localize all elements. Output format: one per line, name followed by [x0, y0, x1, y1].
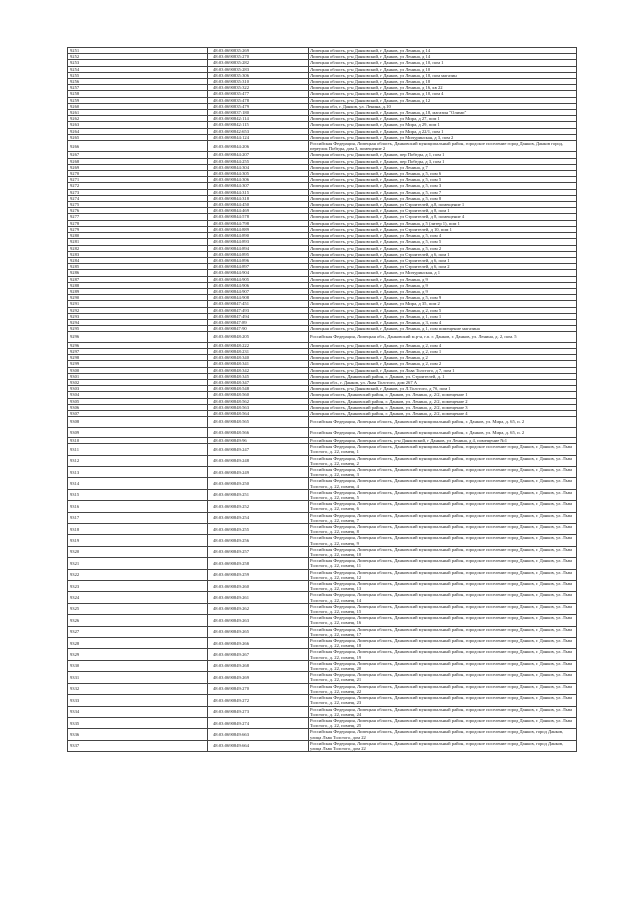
row-number-cell: 9260	[68, 103, 208, 109]
address-cell: Липецкая область, р-н Данковский, г Данков, ул Ленина, д 3, пом 4	[309, 319, 577, 325]
row-number-cell: 9266	[68, 141, 208, 152]
row-number-cell: 9336	[68, 729, 208, 740]
cadastral-number-cell: 48:03:0690835:282	[208, 60, 309, 66]
cadastral-number-cell: 48:03:0690849:261	[208, 592, 309, 603]
address-cell: Липецкая область, р-н Данковский, г Данков, ул Строителей, д 6, пом 1	[309, 257, 577, 263]
cadastral-number-cell: 48:03:0690842:653	[208, 128, 309, 134]
cadastral-number-cell: 48:03:0690844:306	[208, 177, 309, 183]
address-cell: Липецкая область, р-н Данковский, г Данков, ул Мичуринская, д 1	[309, 270, 577, 276]
row-number-cell: 9255	[68, 72, 208, 78]
cadastral-number-cell: 48:03:0690848:548	[208, 386, 309, 392]
row-number-cell: 9333	[68, 695, 208, 706]
address-cell: Липецкая область, р-н Данковский, г Данков, ул Ленина, д 5, пом 3	[309, 183, 577, 189]
row-number-cell: 9284	[68, 257, 208, 263]
cadastral-number-cell: 48:03:0690844:305	[208, 171, 309, 177]
cadastral-number-cell: 48:03:0690849:266	[208, 638, 309, 649]
row-number-cell: 9322	[68, 569, 208, 580]
address-cell: Липецкая область, Данковский район, г. Данков, ул. Строителей, д. 1	[309, 373, 577, 379]
row-number-cell: 9278	[68, 220, 208, 226]
address-cell: Липецкая область, р-н Данковский, г Данков, ул Ленина, д.18, магазин "Олимп"	[309, 110, 577, 116]
row-number-cell: 9262	[68, 116, 208, 122]
cadastral-number-cell: 48:03:0690844:905	[208, 276, 309, 282]
table-row	[68, 706, 577, 717]
row-number-cell: 9253	[68, 60, 208, 66]
row-number-cell: 9335	[68, 717, 208, 728]
cadastral-number-cell: 48:03:0690847:494	[208, 313, 309, 319]
address-cell: Липецкая область, р-н Данковский, г Данков, ул Ленина, д 2, пом 4	[309, 342, 577, 348]
address-cell: Липецкая область, р-н Данковский, г Данков, ул Льва Толстого, д 7, пом 1	[309, 367, 577, 373]
cadastral-number-cell: 48:03:0690849:260	[208, 581, 309, 592]
address-cell: Российская Федерация, Липецкая область, Данковский муниципальный район, городское поселение город Данков, г. Данков, ул. Льва Толстого, д. 22, помещ. 5	[309, 489, 577, 500]
address-cell: Липецкая обл., г. Данков, ул. Льва Толстого, дом 267 А	[309, 379, 577, 385]
row-number-cell: 9296	[68, 332, 208, 342]
row-number-cell: 9337	[68, 740, 208, 751]
row-number-cell: 9325	[68, 603, 208, 614]
address-cell: Липецкая область, р-н Данковский, г Данков, ул Ленина, д 10, пом 4	[309, 91, 577, 97]
address-cell: Российская Федерация, Липецкая область, Данковский муниципальный район, г. Данков, ул. Мира, д. 65, п. 2	[309, 427, 577, 437]
table-row	[68, 660, 577, 671]
row-number-cell: 9252	[68, 54, 208, 60]
address-cell: Российская Федерация, Липецкая область, Данковский муниципальный район, городское поселение город Данков, г. Данков, ул. Льва Толстого, д. 22, помещ. 15	[309, 603, 577, 614]
row-number-cell: 9313	[68, 466, 208, 477]
cadastral-number-cell: 48:03:0690835:310	[208, 79, 309, 85]
cadastral-number-cell: 48:03:0690849:250	[208, 478, 309, 489]
cadastral-number-cell: 48:03:0690848:345	[208, 373, 309, 379]
address-cell: Липецкая область, р-н Данковский, г Данков, ул Ленина, д 5, пом 2	[309, 245, 577, 251]
row-number-cell: 9310	[68, 437, 208, 443]
cadastral-number-cell: 48:03:0690849:265	[208, 626, 309, 637]
address-cell: Липецкая область, р-н Данковский, г Данков, пер Победы, д 1, пом 1	[309, 152, 577, 158]
address-cell: Липецкая область, р-н Данковский, г Данков, ул Ленина, д 5 (литер 1), пом 1	[309, 220, 577, 226]
address-cell: Липецкая область, р-н Данковский, г Данков, ул Мира, д 27, пом 1	[309, 116, 577, 122]
row-number-cell: 9268	[68, 158, 208, 164]
row-number-cell: 9304	[68, 392, 208, 398]
address-cell: Липецкая область, р-н Данковский, г Данков, ул Ленина, д 10, пом магазин	[309, 72, 577, 78]
cadastral-number-cell: 48:03:0690848:341	[208, 361, 309, 367]
row-number-cell: 9319	[68, 535, 208, 546]
row-number-cell: 9267	[68, 152, 208, 158]
row-number-cell: 9302	[68, 379, 208, 385]
row-number-cell: 9256	[68, 79, 208, 85]
cadastral-number-cell: 48:03:0690849:251	[208, 489, 309, 500]
row-number-cell: 9281	[68, 239, 208, 245]
address-cell: Российская Федерация, Липецкая область, Данковский муниципальный район, городское поселение город Данков, г. Данков, ул. Льва Толстого, д. 22, помещ. 13	[309, 581, 577, 592]
cadastral-number-cell: 48:03:0690844:207	[208, 152, 309, 158]
table-row	[68, 729, 577, 740]
address-cell: Российская Федерация, Липецкая область, Данковский муниципальный район, городское поселение город Данков, г. Данков, ул. Льва Толстого, д. 22, помещ. 1	[309, 444, 577, 455]
row-number-cell: 9324	[68, 592, 208, 603]
cadastral-number-cell: 48:03:0690835:322	[208, 85, 309, 91]
row-number-cell: 9318	[68, 524, 208, 535]
row-number-cell: 9283	[68, 251, 208, 257]
cadastral-number-cell: 48:03:0690844:304	[208, 164, 309, 170]
address-cell: Российская Федерация, Липецкая область, Данковский муниципальный район, городское поселение город Данков, г. Данков, ул. Льва Толстого, д. 22, помещ. 24	[309, 706, 577, 717]
address-cell: Российская Федерация, Липецкая область, Данковский муниципальный район, городское поселение город Данков, г. Данков, ул. Льва Толстого, д. 22, помещ. 9	[309, 535, 577, 546]
address-cell: Российская Федерация, Липецкая область, р-н Данковский, г Данков, ул Ленина, д 4, помещение №1	[309, 437, 577, 443]
cadastral-number-cell: 48:03:0690849:248	[208, 455, 309, 466]
row-number-cell: 9334	[68, 706, 208, 717]
address-cell: Российская Федерация, Липецкая область, Данковский муниципальный район, городское поселение город Данков, г. Данков, ул. Льва Толстого, д. 22, помещ. 6	[309, 501, 577, 512]
row-number-cell: 9330	[68, 660, 208, 671]
table-row	[68, 501, 577, 512]
row-number-cell: 9315	[68, 489, 208, 500]
address-cell: Липецкая область, р-н Данковский, г Данков, ул Ленина, д 9	[309, 282, 577, 288]
cadastral-number-cell: 48:03:0690844:894	[208, 245, 309, 251]
address-cell: Российская Федерация, Липецкая область, Данковский муниципальный район, г. Данков, ул. Мира, д. 65, п. 2	[309, 417, 577, 427]
row-number-cell: 9291	[68, 301, 208, 307]
table-row	[68, 455, 577, 466]
cadastral-number-cell: 48:03:0690848:563	[208, 404, 309, 410]
cadastral-number-cell: 48:03:0690835:306	[208, 72, 309, 78]
address-cell: Российская Федерация, Липецкая область, Данковский муниципальный район, городское поселение город Данков, г. Данков, ул. Льва Толстого, д. 22, помещ. 2	[309, 455, 577, 466]
address-cell: Липецкая область, р-н Данковский, г Данков, ул Строителей, д 8, пом 1	[309, 208, 577, 214]
cadastral-number-cell: 48:03:0690849:249	[208, 466, 309, 477]
cadastral-number-cell: 48:03:0690844:255	[208, 158, 309, 164]
row-number-cell: 9265	[68, 134, 208, 140]
table-row	[68, 535, 577, 546]
row-number-cell: 9273	[68, 189, 208, 195]
cadastral-number-cell: 48:03:0690847:451	[208, 301, 309, 307]
row-number-cell: 9308	[68, 417, 208, 427]
row-number-cell: 9285	[68, 264, 208, 270]
row-number-cell: 9280	[68, 233, 208, 239]
row-number-cell: 9320	[68, 546, 208, 557]
cadastral-number-cell: 48:03:0690844:307	[208, 183, 309, 189]
address-cell: Липецкая область, р-н Данковский, г Данков, ул Ленина, д 16, кв 22	[309, 85, 577, 91]
table-row	[68, 546, 577, 557]
cadastral-number-cell: 48:03:0690844:450	[208, 202, 309, 208]
table-row	[68, 466, 577, 477]
cadastral-number-cell: 48:03:0690848:231	[208, 348, 309, 354]
cadastral-number-cell: 48:03:0690849:255	[208, 524, 309, 535]
address-cell: Российская Федерация, Липецкая область, Данковский муниципальный район, городское поселение город Данков, г. Данков, ул. Льва Толстого, д. 22, помещ. 16	[309, 615, 577, 626]
cadastral-number-cell: 48:03:0690835:269	[208, 48, 309, 54]
address-cell: Липецкая область, р-н Данковский, г Данков, ул Строителей, д 8, помещение 4	[309, 214, 577, 220]
address-cell: Липецкая область, Данковский район, г. Данков, ул. Ленина, д. 2/2, помещение 2	[309, 398, 577, 404]
cadastral-number-cell: 48:03:0690835:477	[208, 91, 309, 97]
address-cell: Липецкая область, р-н Данковский, г Данков, ул Ленина, д 7	[309, 164, 577, 170]
cadastral-number-cell: 48:03:0690835:283	[208, 66, 309, 72]
address-cell: Российская Федерация, Липецкая область, Данковский муниципальный район, городское поселение город Данков, г. Данков, ул. Льва Толстого, д. 22, помещ. 23	[309, 695, 577, 706]
row-number-cell: 9296	[68, 342, 208, 348]
table-row	[68, 592, 577, 603]
address-cell: Российская Федерация, Липецкая область, Данковский муниципальный район, городское поселение город Данков, г. Данков, ул. Льва Толстого, д. 22, помещ. 12	[309, 569, 577, 580]
row-number-cell: 9263	[68, 122, 208, 128]
cadastral-number-cell: 48:03:0690849:268	[208, 660, 309, 671]
address-cell: Липецкая область, р-н Данковский, г Данков, ул Строителей, д 6, пом 1	[309, 251, 577, 257]
row-number-cell: 9323	[68, 581, 208, 592]
row-number-cell: 9309	[68, 427, 208, 437]
cadastral-number-cell: 48:03:0690844:469	[208, 208, 309, 214]
row-number-cell: 9286	[68, 270, 208, 276]
cadastral-number-cell: 48:03:0690848:222	[208, 342, 309, 348]
address-cell: Липецкая область, р-н Данковский, г Данков, ул Ленина, д 10, пом 1	[309, 60, 577, 66]
cadastral-number-cell: 48:03:0690849:274	[208, 717, 309, 728]
address-cell: Российская Федерация, Липецкая область, Данковский муниципальный район, городское поселение город Данков, г. Данков, ул. Льва Толстого, д. 22, помещ. 21	[309, 672, 577, 683]
table-row	[68, 417, 577, 427]
registry-table	[67, 47, 577, 752]
address-cell: Липецкая область, р-н Данковский, г Данков, ул Ленина, д 14	[309, 48, 577, 54]
address-cell: Липецкая область, р-н Данковский, г Данков, пер Победы, д 3, пом 1	[309, 158, 577, 164]
table-row	[68, 740, 577, 751]
address-cell: Липецкая область, р-н Данковский, г Данков, ул Ленина, д 5, пом 4	[309, 233, 577, 239]
table-row	[68, 626, 577, 637]
table-row	[68, 524, 577, 535]
row-number-cell: 9331	[68, 672, 208, 683]
table-row	[68, 141, 577, 152]
row-number-cell: 9288	[68, 282, 208, 288]
table-row	[68, 558, 577, 569]
cadastral-number-cell: 48:03:0690849:247	[208, 444, 309, 455]
address-cell: Российская Федерация, Липецкая область, Данковский муниципальный район, городское поселение город Данков, г. Данков, ул. Льва Толстого, д. 22, помещ. 11	[309, 558, 577, 569]
row-number-cell: 9261	[68, 110, 208, 116]
cadastral-number-cell: 48:03:0690848:562	[208, 398, 309, 404]
row-number-cell: 9287	[68, 276, 208, 282]
table-row	[68, 427, 577, 437]
table-row	[68, 649, 577, 660]
cadastral-number-cell: 48:03:0690844:896	[208, 257, 309, 263]
address-cell: Российская Федерация, Липецкая область, Данковский муниципальный район, городское поселение город Данков, Данков город, переулок Победы, дом 3, помещение 2	[309, 141, 577, 152]
cadastral-number-cell: 48:03:0690847:89	[208, 319, 309, 325]
cadastral-number-cell: 48:03:0690849:257	[208, 546, 309, 557]
cadastral-number-cell: 48:03:0690848:564	[208, 410, 309, 416]
address-cell: Липецкая область, р-н Данковский, г Данков, ул Ленина, д 10	[309, 66, 577, 72]
row-number-cell: 9258	[68, 91, 208, 97]
cadastral-number-cell: 48:03:0690847:493	[208, 307, 309, 313]
cadastral-number-cell: 48:03:0690835:478	[208, 97, 309, 103]
address-cell: Российская Федерация, Липецкая область, Данковский муниципальный район, городское поселение город Данков, г. Данков, ул. Льва Толстого, д. 22, помещ. 4	[309, 478, 577, 489]
cadastral-number-cell: 48:03:0690842:115	[208, 122, 309, 128]
table-row	[68, 615, 577, 626]
cadastral-number-cell: 48:03:0690849:256	[208, 535, 309, 546]
row-number-cell: 9299	[68, 361, 208, 367]
cadastral-number-cell: 48:03:0690848:205	[208, 332, 309, 342]
table-row	[68, 695, 577, 706]
cadastral-number-cell: 48:03:0690844:908	[208, 295, 309, 301]
row-number-cell: 9317	[68, 512, 208, 523]
cadastral-number-cell: 48:03:0690844:906	[208, 282, 309, 288]
table-row	[68, 512, 577, 523]
address-cell: Липецкая область, р-н Данковский, г Данков, ул Мичуринская, д 3, пом 2	[309, 134, 577, 140]
cadastral-number-cell: 48:03:0690849:273	[208, 706, 309, 717]
cadastral-number-cell: 48:03:0690849:664	[208, 740, 309, 751]
cadastral-number-cell: 48:03:0690849:269	[208, 672, 309, 683]
row-number-cell: 9306	[68, 404, 208, 410]
cadastral-number-cell: 48:03:0690848:347	[208, 379, 309, 385]
address-cell: Российская Федерация, Липецкая область, Данковский муниципальный район, городское поселение город Данков, г. Данков, ул. Льва Толстого, д. 22, помещ. 20	[309, 660, 577, 671]
address-cell: Липецкая область, Данковский район, г. Данков, ул. Ленина, д. 2/2, помещение 1	[309, 392, 577, 398]
cadastral-number-cell: 48:03:0690844:318	[208, 195, 309, 201]
cadastral-number-cell: 48:03:0690849:272	[208, 695, 309, 706]
cadastral-number-cell: 48:03:0690848:340	[208, 355, 309, 361]
cadastral-number-cell: 48:03:0690842:114	[208, 116, 309, 122]
row-number-cell: 9257	[68, 85, 208, 91]
address-cell: Липецкая область, р-н Данковский, г Данков, ул Мира, д 29, пом 1	[309, 122, 577, 128]
address-cell: Российская Федерация, Липецкая область, Данковский муниципальный район, городское поселение город Данков, г. Данков, ул. Льва Толстого, д. 22, помещ. 18	[309, 638, 577, 649]
cadastral-number-cell: 48:03:0690849:254	[208, 512, 309, 523]
row-number-cell: 9332	[68, 683, 208, 694]
row-number-cell: 9275	[68, 202, 208, 208]
row-number-cell: 9305	[68, 398, 208, 404]
row-number-cell: 9277	[68, 214, 208, 220]
row-number-cell: 9272	[68, 183, 208, 189]
row-number-cell: 9311	[68, 444, 208, 455]
row-number-cell: 9316	[68, 501, 208, 512]
row-number-cell: 9301	[68, 373, 208, 379]
row-number-cell: 9254	[68, 66, 208, 72]
cadastral-number-cell: 48:03:0690849:259	[208, 569, 309, 580]
document-page	[67, 47, 572, 752]
address-cell: Российская Федерация, Липецкая область, Данковский муниципальный район, городское поселение город Данков, г. Данков, ул. Льва Толстого, д. 22, помещ. 3	[309, 466, 577, 477]
row-number-cell: 9321	[68, 558, 208, 569]
address-cell: Липецкая область, р-н Данковский, г Данков, ул Ленина, д 12	[309, 97, 577, 103]
row-number-cell: 9289	[68, 288, 208, 294]
cadastral-number-cell: 48:03:0690844:893	[208, 239, 309, 245]
row-number-cell: 9292	[68, 307, 208, 313]
address-cell: Российская Федерация, Липецкая область, Данковский муниципальный район, городское поселение город Данков, город Данков, улица Льва Толстого, дом 22	[309, 740, 577, 751]
table-row	[68, 638, 577, 649]
row-number-cell: 9327	[68, 626, 208, 637]
cadastral-number-cell: 48:03:0690849:96	[208, 437, 309, 443]
cadastral-number-cell: 48:03:0690849:258	[208, 558, 309, 569]
address-cell: Липецкая область, р-н Данковский, г Данков, ул Мира, д 22/1, пом 1	[309, 128, 577, 134]
cadastral-number-cell: 48:03:0690837:180	[208, 110, 309, 116]
cadastral-number-cell: 48:03:0690835:479	[208, 103, 309, 109]
address-cell: Липецкая область, р-н Данковский, г Данков, ул Ленина, д 5, пом 5	[309, 177, 577, 183]
cadastral-number-cell: 48:03:0690849:663	[208, 729, 309, 740]
row-number-cell: 9328	[68, 638, 208, 649]
address-cell: Липецкая область, р-н Данковский, г Данков, ул Ленина, д 1, пом 1	[309, 313, 577, 319]
cadastral-number-cell: 48:03:0690844:904	[208, 270, 309, 276]
row-number-cell: 9274	[68, 195, 208, 201]
cadastral-number-cell: 48:03:0690849:263	[208, 615, 309, 626]
address-cell: Липецкая область, р-н Данковский, г Данков, ул Ленина, д 5, пом 6	[309, 171, 577, 177]
row-number-cell: 9276	[68, 208, 208, 214]
cadastral-number-cell: 48:03:0690844:895	[208, 251, 309, 257]
row-number-cell: 9282	[68, 245, 208, 251]
address-cell: Липецкая область, р-н Данковский, г Данков, ул Строителей, д 6, пом 2	[309, 264, 577, 270]
row-number-cell: 9326	[68, 615, 208, 626]
address-cell: Российская Федерация, Липецкая область, Данковский муниципальный район, городское поселение город Данков, г. Данков, ул. Льва Толстого, д. 22, помещ. 10	[309, 546, 577, 557]
row-number-cell: 9269	[68, 164, 208, 170]
address-cell: Липецкая область, р-н Данковский, г Данков, ул Ленина, д 5, пом 8	[309, 195, 577, 201]
row-number-cell: 9329	[68, 649, 208, 660]
cadastral-number-cell: 48:03:0690844:907	[208, 288, 309, 294]
row-number-cell: 9290	[68, 295, 208, 301]
address-cell: Липецкая область, р-н Данковский, г Данков, ул Ленина, д 5, пом 5	[309, 239, 577, 245]
table-row	[68, 569, 577, 580]
table-row	[68, 581, 577, 592]
cadastral-number-cell: 48:03:0690848:566	[208, 427, 309, 437]
address-cell: Липецкая область, р-н Данковский, г Данков, ул Ленина, д 18	[309, 79, 577, 85]
cadastral-number-cell: 48:03:0690848:565	[208, 417, 309, 427]
table-row	[68, 478, 577, 489]
row-number-cell: 9300	[68, 367, 208, 373]
address-cell: Российская Федерация, Липецкая область, Данковский муниципальный район, городское поселение город Данков, г. Данков, ул. Льва Толстого, д. 22, помещ. 7	[309, 512, 577, 523]
cadastral-number-cell: 48:03:0690848:560	[208, 392, 309, 398]
table-row	[68, 717, 577, 728]
cadastral-number-cell: 48:03:0690844:206	[208, 141, 309, 152]
address-cell: Липецкая область, Данковский район, г. Данков, ул. Ленина, д. 2/2, помещение 3	[309, 404, 577, 410]
table-row	[68, 672, 577, 683]
address-cell: Липецкая область, р-н Данковский, г Данков, ул Ленина, д 2, пом 1	[309, 348, 577, 354]
row-number-cell: 9303	[68, 386, 208, 392]
row-number-cell: 9271	[68, 177, 208, 183]
row-number-cell: 9297	[68, 348, 208, 354]
cadastral-number-cell: 48:03:0690849:252	[208, 501, 309, 512]
address-cell: Липецкая область, Данковский район, г. Данков, ул. Ленина, д. 2/2, помещение 4	[309, 410, 577, 416]
address-cell: Российская Федерация, Липецкая область, Данковский муниципальный район, городское поселение город Данков, г. Данков, ул. Льва Толстого, д. 22, помещ. 22	[309, 683, 577, 694]
row-number-cell: 9264	[68, 128, 208, 134]
cadastral-number-cell: 48:03:0690844:315	[208, 189, 309, 195]
cadastral-number-cell: 48:03:0690844:124	[208, 134, 309, 140]
row-number-cell: 9251	[68, 48, 208, 54]
address-cell: Липецкая область, р-н Данковский, г Данков, ул Ленина, д 5, пом 7	[309, 189, 577, 195]
registry-rows	[68, 48, 577, 752]
cadastral-number-cell: 48:03:0690844:889	[208, 226, 309, 232]
address-cell: Российская Федерация, Липецкая область, Данковский муниципальный район, городское поселение город Данков, город Данков, улица Льва Толстого, дом 22	[309, 729, 577, 740]
table-row	[68, 683, 577, 694]
row-number-cell: 9259	[68, 97, 208, 103]
cadastral-number-cell: 48:03:0690849:267	[208, 649, 309, 660]
address-cell: Липецкая обл, г. Данков, ул. Ленина, д.10	[309, 103, 577, 109]
address-cell: Российская Федерация, Липецкая область, Данковский муниципальный район, городское поселение город Данков, г. Данков, ул. Льва Толстого, д. 22, помещ. 14	[309, 592, 577, 603]
address-cell: Российская Федерация, Липецкая обл., Данковский м.р-н, г.п. г. Данков, г. Данков, ул. Ленина, д. 2, пом. 5	[309, 332, 577, 342]
cadastral-number-cell: 48:03:0690849:262	[208, 603, 309, 614]
table-row	[68, 489, 577, 500]
row-number-cell: 9298	[68, 355, 208, 361]
cadastral-number-cell: 48:03:0690844:798	[208, 220, 309, 226]
cadastral-number-cell: 48:03:0690835:270	[208, 54, 309, 60]
address-cell: Липецкая область, р-н Данковский, г Данков, ул Ленина, д 2, пом 5	[309, 307, 577, 313]
row-number-cell: 9270	[68, 171, 208, 177]
row-number-cell: 9295	[68, 326, 208, 332]
address-cell: Липецкая область, р-н Данковский, г Данков, ул Ленина, д 1, пом помещение магазина	[309, 326, 577, 332]
address-cell: Липецкая область, р-н Данковский, г Данков, ул Мира, д 35, пом 2	[309, 301, 577, 307]
row-number-cell: 9314	[68, 478, 208, 489]
address-cell: Липецкая область, р-н Данковский, г Данков, ул Ленина, д 9	[309, 288, 577, 294]
address-cell: Липецкая область, р-н Данковский, г Данков, ул Ленина, д 5, пом 9	[309, 295, 577, 301]
row-number-cell: 9293	[68, 313, 208, 319]
address-cell: Липецкая область, р-н Данковский, г Данков, ул Строителей, д.8, помещение 1	[309, 202, 577, 208]
address-cell: Российская Федерация, Липецкая область, Данковский муниципальный район, городское поселение город Данков, г. Данков, ул. Льва Толстого, д. 22, помещ. 19	[309, 649, 577, 660]
row-number-cell: 9312	[68, 455, 208, 466]
address-cell: Липецкая область, р-н Данковский, г Данков, ул Ленина, д 9	[309, 276, 577, 282]
row-number-cell: 9279	[68, 226, 208, 232]
table-row	[68, 603, 577, 614]
cadastral-number-cell: 48:03:0690844:578	[208, 214, 309, 220]
address-cell: Липецкая область, р-н Данковский, г Данков, ул Ленина, д 14	[309, 54, 577, 60]
address-cell: Липецкая область, р-н Данковский, г Данков, ул Ленина, д 2	[309, 355, 577, 361]
address-cell: Липецкая область, р-н Данковский, г Данков, ул Л.Толстого, д 7б, пом 1	[309, 386, 577, 392]
cadastral-number-cell: 48:03:0690844:897	[208, 264, 309, 270]
table-row	[68, 444, 577, 455]
row-number-cell: 9294	[68, 319, 208, 325]
cadastral-number-cell: 48:03:0690848:342	[208, 367, 309, 373]
cadastral-number-cell: 48:03:0690847:90	[208, 326, 309, 332]
address-cell: Липецкая область, р-н Данковский, г Данков, ул Строителей, д 10, пом 1	[309, 226, 577, 232]
row-number-cell: 9307	[68, 410, 208, 416]
cadastral-number-cell: 48:03:0690849:270	[208, 683, 309, 694]
address-cell: Российская Федерация, Липецкая область, Данковский муниципальный район, городское поселение город Данков, г. Данков, ул. Льва Толстого, д. 22, помещ. 25	[309, 717, 577, 728]
address-cell: Липецкая область, р-н Данковский, г Данков, ул Ленина, д 2, пом 2	[309, 361, 577, 367]
cadastral-number-cell: 48:03:0690844:890	[208, 233, 309, 239]
table-row	[68, 332, 577, 342]
address-cell: Российская Федерация, Липецкая область, Данковский муниципальный район, городское поселение город Данков, г. Данков, ул. Льва Толстого, д. 22, помещ. 8	[309, 524, 577, 535]
address-cell: Российская Федерация, Липецкая область, Данковский муниципальный район, городское поселение город Данков, г. Данков, ул. Льва Толстого, д. 22, помещ. 17	[309, 626, 577, 637]
